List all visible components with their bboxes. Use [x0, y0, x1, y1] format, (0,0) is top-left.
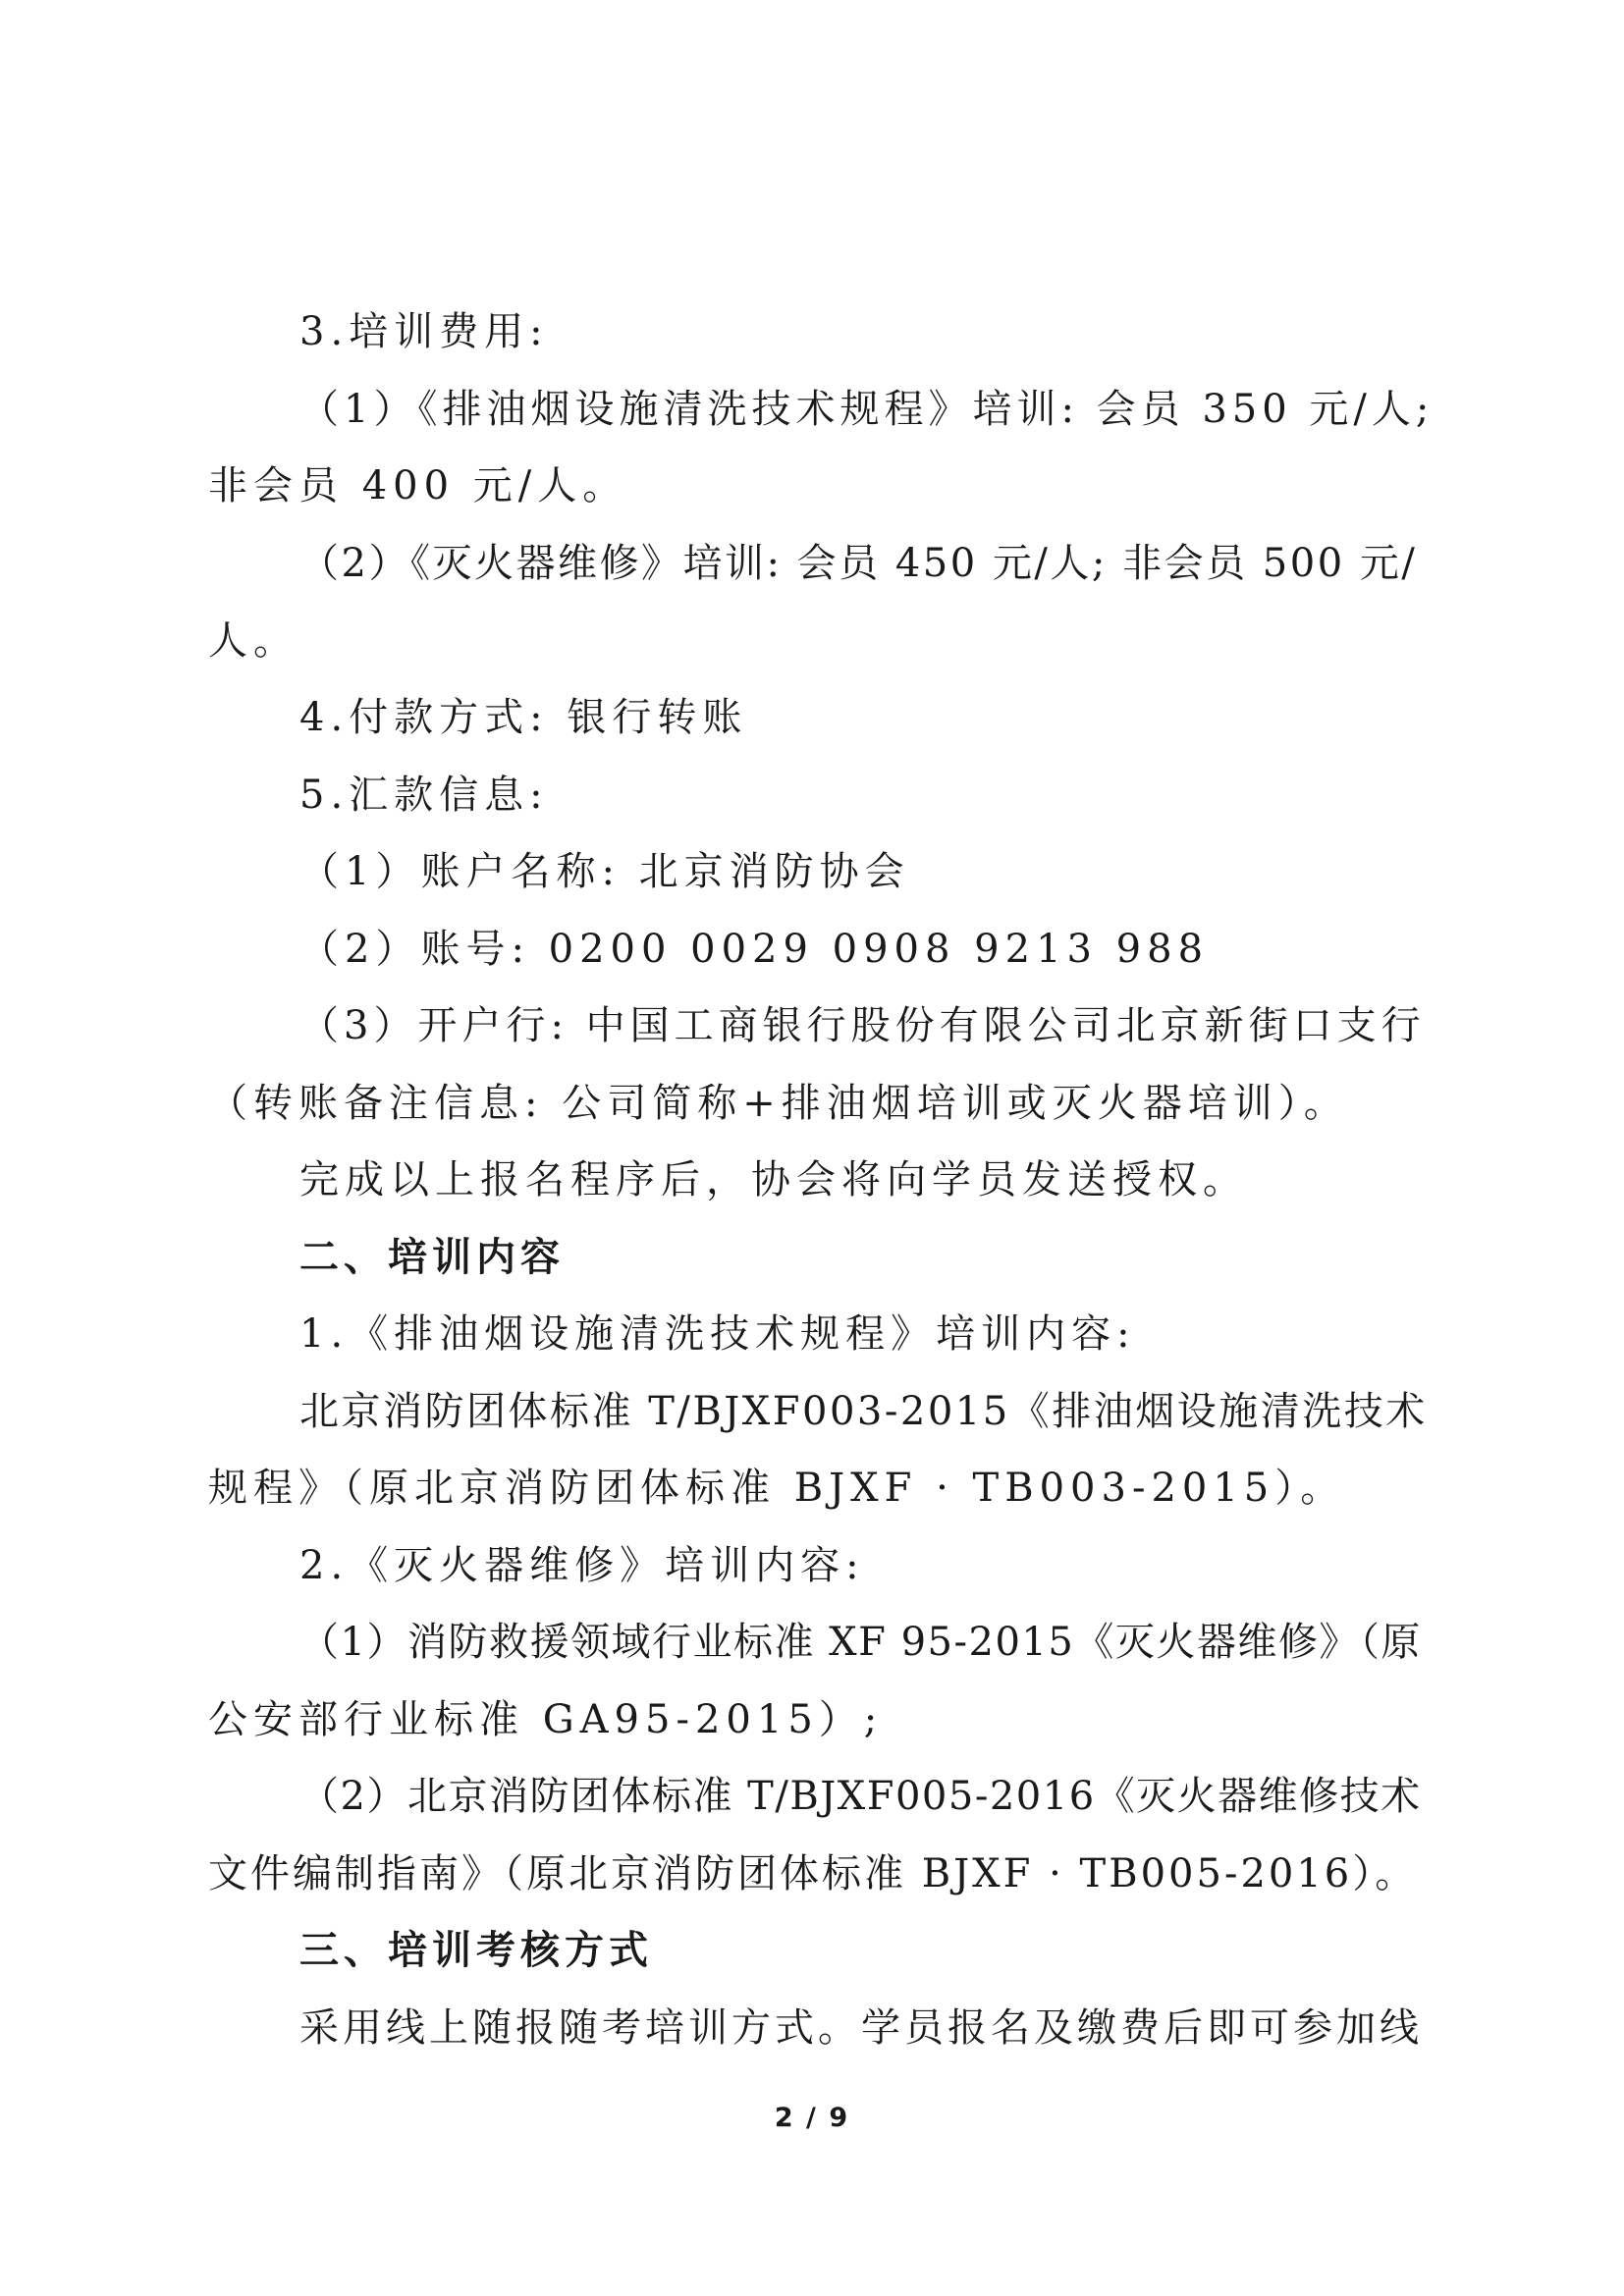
bank-name: （3）开户行: 中国工商银行股份有限公司北京新街口支行 — [299, 1003, 1426, 1048]
content-item-2-sub-2-cont: 文件编制指南》（原北京消防团体标准 BJXF · TB005-2016）。 — [208, 1851, 1418, 1896]
transfer-note: （转账备注信息: 公司简称+排油烟培训或灭火器培训）。 — [208, 1081, 1349, 1126]
content-item-1-text-cont: 规程》（原北京消防团体标准 BJXF · TB003-2015）。 — [208, 1466, 1346, 1511]
fee-item-1-cont: 非会员 400 元/人。 — [208, 463, 628, 508]
content-item-2-sub-2: （2）北京消防团体标准 T/BJXF005-2016《灭火器维修技术 — [299, 1774, 1422, 1819]
remittance-title: 5.汇款信息: — [299, 773, 549, 818]
payment-method: 4.付款方式: 银行转账 — [299, 695, 748, 740]
account-number: （2）账号: 0200 0029 0908 9213 988 — [299, 927, 1210, 972]
account-name: （1）账户名称: 北京消防协会 — [299, 849, 910, 894]
fee-section-title: 3.培训费用: — [299, 309, 549, 354]
fee-item-1: （1）《排油烟设施清洗技术规程》培训: 会员 350 元/人; — [299, 387, 1435, 432]
section-heading-assessment: 三、培训考核方式 — [299, 1928, 653, 1973]
content-item-2-title: 2.《灭火器维修》培训内容: — [299, 1543, 865, 1588]
section-heading-training-content: 二、培训内容 — [299, 1235, 565, 1280]
content-item-2-sub-1: （1）消防救援领域行业标准 XF 95-2015《灭火器维修》（原 — [299, 1620, 1422, 1665]
content-item-1-text: 北京消防团体标准 T/BJXF003-2015《排油烟设施清洗技术 — [299, 1389, 1428, 1434]
content-item-1-title: 1.《排油烟设施清洗技术规程》培训内容: — [299, 1311, 1136, 1357]
assessment-text: 采用线上随报随考培训方式。学员报名及缴费后即可参加线 — [299, 2005, 1423, 2051]
content-item-2-sub-1-cont: 公安部行业标准 GA95-2015）; — [208, 1697, 884, 1742]
fee-item-2-cont: 人。 — [208, 618, 298, 664]
authorization-note: 完成以上报名程序后，协会将向学员发送授权。 — [299, 1157, 1248, 1202]
fee-item-2: （2）《灭火器维修》培训: 会员 450 元/人; 非会员 500 元/ — [299, 541, 1418, 586]
page-number: 2 / 9 — [774, 2103, 850, 2133]
